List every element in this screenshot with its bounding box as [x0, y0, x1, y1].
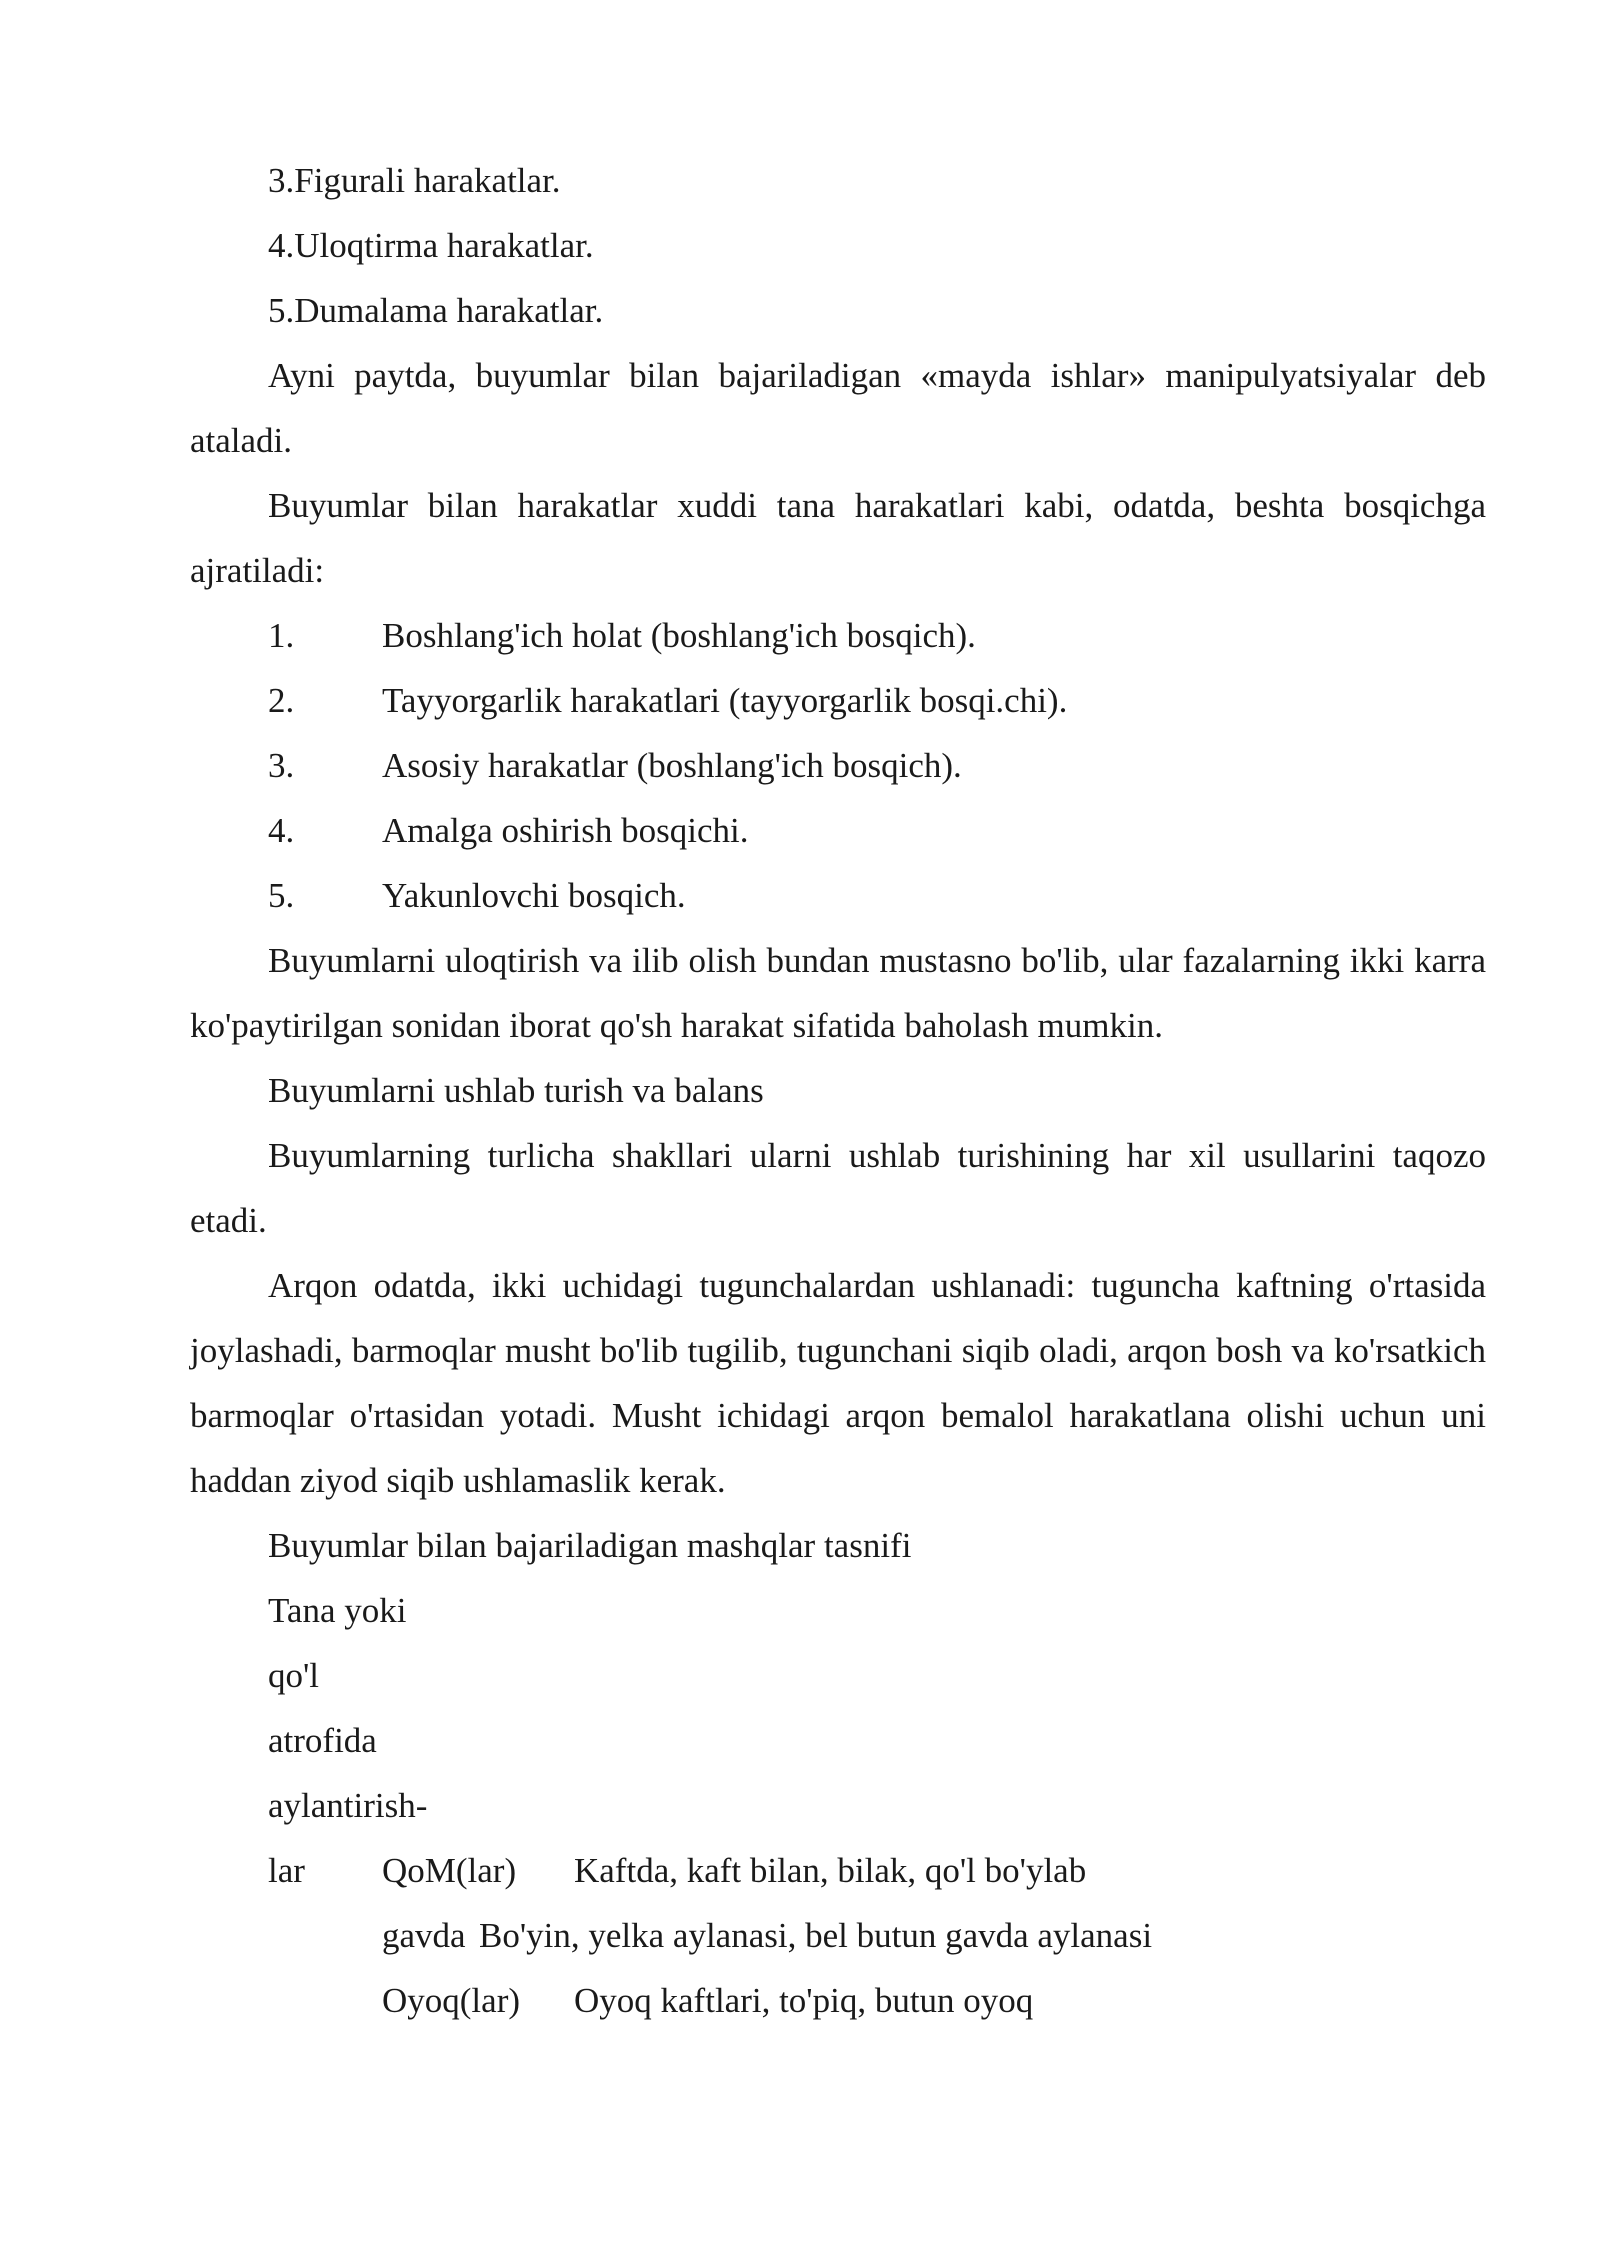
stage-number: 1.	[268, 616, 295, 655]
paragraph-rope: Arqon odatda, ikki uchidagi tugunchalardan ushlanadi: tuguncha kaftning o'rtasida joylashadi, barmoqlar musht bo'lib tugilib, tugunchani siqib oladi, arqon bosh va ko'rsatkich barmoqlar o'rtasidan yotadi. Musht ichidagi arqon bemalol harakatlana olishi uchun uni haddan ziyod siqib ushlamaslik kerak.	[190, 1266, 1486, 1500]
list-item: 3.Figurali harakatlar.	[268, 161, 561, 200]
stage-item	[190, 603, 1486, 668]
stage-text: Asosiy harakatlar (boshlang'ich bosqich).	[382, 746, 962, 785]
section-heading: Buyumlarni ushlab turish va balans	[268, 1071, 764, 1110]
paragraph-stages-intro: Buyumlar bilan harakatlar xuddi tana harakatlari kabi, odatda, beshta bosqichga ajratiladi:	[190, 486, 1486, 590]
table-cell-part: Oyoq(lar)	[382, 1981, 521, 2020]
table-cell-category: lar	[268, 1851, 305, 1890]
stage-item	[190, 798, 1486, 863]
stage-item	[190, 668, 1486, 733]
stage-item	[190, 863, 1486, 928]
table-row	[190, 1968, 1486, 2033]
table-cell-part: QoM(lar)	[382, 1851, 517, 1890]
table-cell-description: Bo'yin, yelka aylanasi, bel butun gavda aylanasi	[479, 1916, 1153, 1955]
table-cell-description: Oyoq kaftlari, to'piq, butun oyoq	[574, 1981, 1034, 2020]
table-cell-category	[268, 1903, 382, 1968]
list-item: 4.Uloqtirma harakatlar.	[268, 226, 594, 265]
stage-text: Amalga oshirish bosqichi.	[382, 811, 749, 850]
paragraph-holding-shapes: Buyumlarning turlicha shakllari ularni ushlab turishining har xil usullarini taqozo etadi.	[190, 1136, 1486, 1240]
table-cell-text: Tana yoki	[268, 1591, 407, 1630]
table-cell-text: qo'l	[268, 1656, 320, 1695]
table-cell-text: atrofida	[268, 1721, 377, 1760]
stage-text: Boshlang'ich holat (boshlang'ich bosqich).	[382, 616, 976, 655]
stage-number: 5.	[268, 876, 295, 915]
section-heading: Buyumlar bilan bajariladigan mashqlar tasnifi	[268, 1526, 912, 1565]
stage-number: 3.	[268, 746, 295, 785]
table-cell-category	[268, 1968, 382, 2033]
stage-number: 4.	[268, 811, 295, 850]
page-content	[190, 148, 1486, 2033]
table-cell-description: Kaftda, kaft bilan, bilak, qo'l bo'ylab	[574, 1851, 1087, 1890]
table-cell-text: aylantirish-	[268, 1786, 428, 1825]
stage-text: Tayyorgarlik harakatlari (tayyorgarlik bosqi.chi).	[382, 681, 1068, 720]
list-item: 5.Dumalama harakatlar.	[268, 291, 604, 330]
stage-item	[190, 733, 1486, 798]
table-row	[190, 1903, 1486, 1968]
stage-text: Yakunlovchi bosqich.	[382, 876, 686, 915]
paragraph-throwing: Buyumlarni uloqtirish va ilib olish bundan mustasno bo'lib, ular fazalarning ikki karra ko'paytirilgan sonidan iborat qo'sh harakat sifatida baholash mumkin.	[190, 941, 1486, 1045]
table-row	[190, 1838, 1486, 1903]
table-cell-part: gavda	[382, 1916, 466, 1955]
paragraph-manipulations: Ayni paytda, buyumlar bilan bajariladigan «mayda ishlar» manipulyatsiyalar deb ataladi.	[190, 356, 1486, 460]
stage-number: 2.	[268, 681, 295, 720]
